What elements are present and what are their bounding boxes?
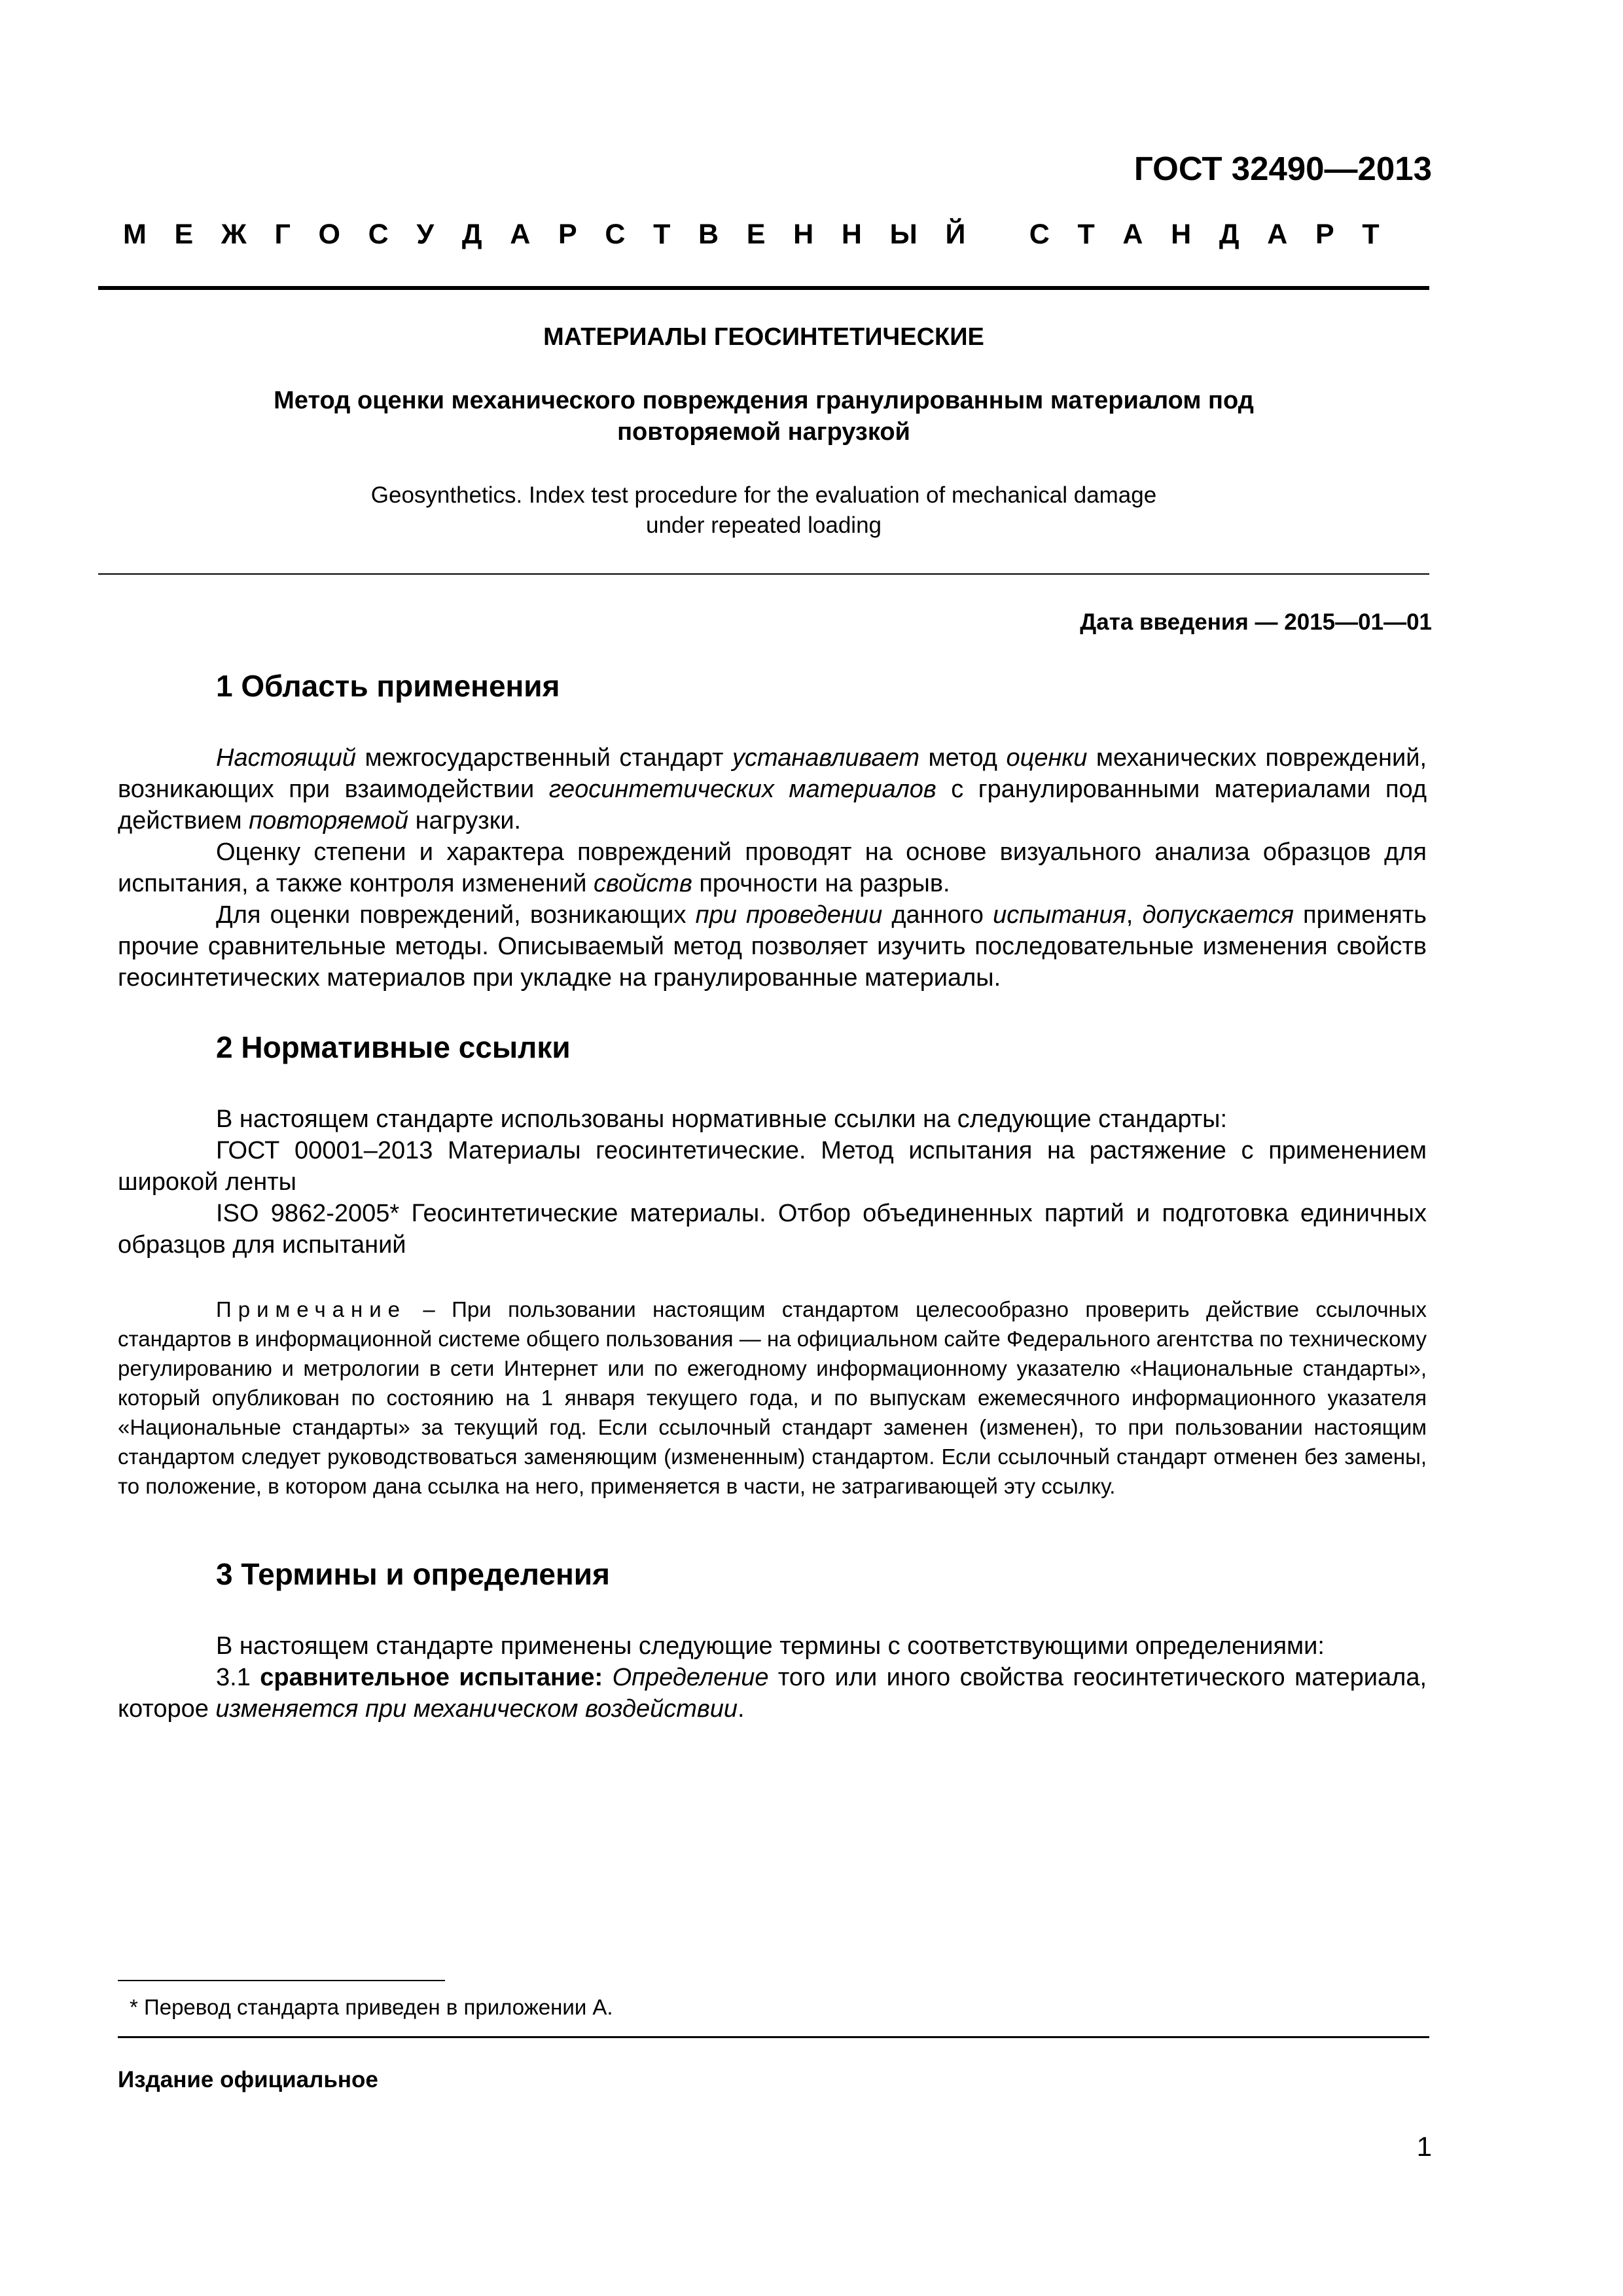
bottom-rule xyxy=(118,2036,1429,2038)
heading-letter: Ж xyxy=(221,219,247,250)
paragraph: Для оценки повреждений, возникающих при проведении данного испытания, допускается применять прочие сравнительные методы. Описываемый метод позволяет изучить последовательные изменения свойств геосинтетических материалов при укладке на гранулированные материалы. xyxy=(118,901,1427,992)
reference-iso: ISO 9862-2005* Геосинтетические материалы. Отбор объединенных партий и подготовка единичных образцов для испытаний xyxy=(118,1200,1427,1259)
heading-letter: А xyxy=(1267,219,1288,250)
heading-letter: А xyxy=(510,219,531,250)
heading-letter: Т xyxy=(653,219,671,250)
subtitle-line-1: Метод оценки механического повреждения гранулированным материалом под xyxy=(274,387,1254,414)
heading-letter: Г xyxy=(274,219,291,250)
heading-letter: Д xyxy=(1219,219,1240,250)
note-text: – При пользовании настоящим стандартом целесообразно проверить действие ссылочных стандартов в информационной системе общего пользования — на официальном сайте Федерального агентства по техническому регулированию и метрологии в сети Интернет или по ежегодному информационному указателю «Национальные стандарты», который опубликован по состоянию на 1 января текущего года, и по выпускам ежемесячного информационного указателя «Национальные стандарты» за текущий год. Если ссылочный стандарт заменен (изменен), то при пользовании настоящим стандартом следует руководствоваться заменяющим (измененным) стандартом. Если ссылочный стандарт отменен без замены, то положение, в котором дана ссылка на него, применяется в части, не затрагивающей эту ссылку. xyxy=(118,1297,1427,1498)
heading-letter: М xyxy=(123,219,147,250)
heading-letter: В xyxy=(698,219,719,250)
heading-letter: Е xyxy=(174,219,194,250)
header-rule xyxy=(98,286,1429,290)
heading-letter: С xyxy=(605,219,626,250)
heading-letter: Р xyxy=(558,219,577,250)
term-name: сравнительное испытание: xyxy=(260,1664,603,1691)
heading-letter: Д xyxy=(461,219,482,250)
term-definition: 3.1 сравнительное испытание: Определение того или иного свойства геосинтетического материала, которое изменяется при механическом воздействии. xyxy=(118,1664,1427,1723)
paragraph: Настоящий межгосударственный стандарт устанавливает метод оценки механических повреждений, возникающих при взаимодействии геосинтетических материалов с гранулированными материалами под действием повторяемой нагрузки. xyxy=(118,744,1427,834)
section-1-heading: 1 Область применения xyxy=(216,669,560,703)
footnote-rule xyxy=(118,1980,445,1981)
heading-letter: Р xyxy=(1315,219,1334,250)
heading-letter: Т xyxy=(1362,219,1380,250)
title-rule xyxy=(98,573,1429,575)
footnote: * Перевод стандарта приведен в приложении А. xyxy=(130,1995,613,2019)
heading-letter: С xyxy=(1029,219,1050,250)
paragraph: Оценку степени и характера повреждений проводят на основе визуального анализа образцов для испытания, а также контроля изменений свойств прочности на разрыв. xyxy=(118,838,1427,897)
heading-letter: Й xyxy=(945,219,966,250)
note-label: Примечание xyxy=(216,1297,407,1321)
paragraph: В настоящем стандарте применены следующие термины с соответствующими определениями: xyxy=(216,1632,1325,1660)
section-3-body xyxy=(118,1630,1427,1725)
introduction-date: Дата введения — 2015—01—01 xyxy=(1080,609,1432,635)
document-subtitle xyxy=(98,385,1429,448)
standard-type-heading xyxy=(123,219,1380,251)
english-title-line-2: under repeated loading xyxy=(645,512,882,538)
document-title: МАТЕРИАЛЫ ГЕОСИНТЕТИЧЕСКИЕ xyxy=(543,323,984,351)
page-number: 1 xyxy=(1416,2131,1432,2162)
heading-letter: Т xyxy=(1077,219,1095,250)
heading-letter: У xyxy=(416,219,435,250)
heading-letter xyxy=(993,219,1001,251)
heading-letter: А xyxy=(1122,219,1143,250)
heading-letter: О xyxy=(318,219,340,250)
heading-letter: Е xyxy=(746,219,766,250)
section-1-body xyxy=(118,742,1427,994)
section-2-heading: 2 Нормативные ссылки xyxy=(216,1030,571,1064)
section-3-heading: 3 Термины и определения xyxy=(216,1557,610,1591)
paragraph: В настоящем стандарте использованы нормативные ссылки на следующие стандарты: xyxy=(216,1105,1228,1133)
english-title-line-1: Geosynthetics. Index test procedure for the evaluation of mechanical damage xyxy=(370,482,1157,508)
section-2-body xyxy=(118,1103,1427,1261)
note xyxy=(118,1295,1427,1501)
note-paragraph xyxy=(118,1295,1427,1501)
heading-letter: С xyxy=(368,219,389,250)
subtitle-line-2: повторяемой нагрузкой xyxy=(617,418,910,446)
edition-label: Издание официальное xyxy=(118,2067,378,2092)
heading-letter: Н xyxy=(841,219,862,250)
heading-letter: Ы xyxy=(889,219,918,250)
heading-letter: Н xyxy=(793,219,814,250)
standard-code: ГОСТ 32490—2013 xyxy=(1133,150,1432,187)
reference-gost: ГОСТ 00001–2013 Материалы геосинтетические. Метод испытания на растяжение с применением широкой ленты xyxy=(118,1137,1427,1196)
english-title xyxy=(98,480,1429,541)
heading-letter: Н xyxy=(1171,219,1192,250)
